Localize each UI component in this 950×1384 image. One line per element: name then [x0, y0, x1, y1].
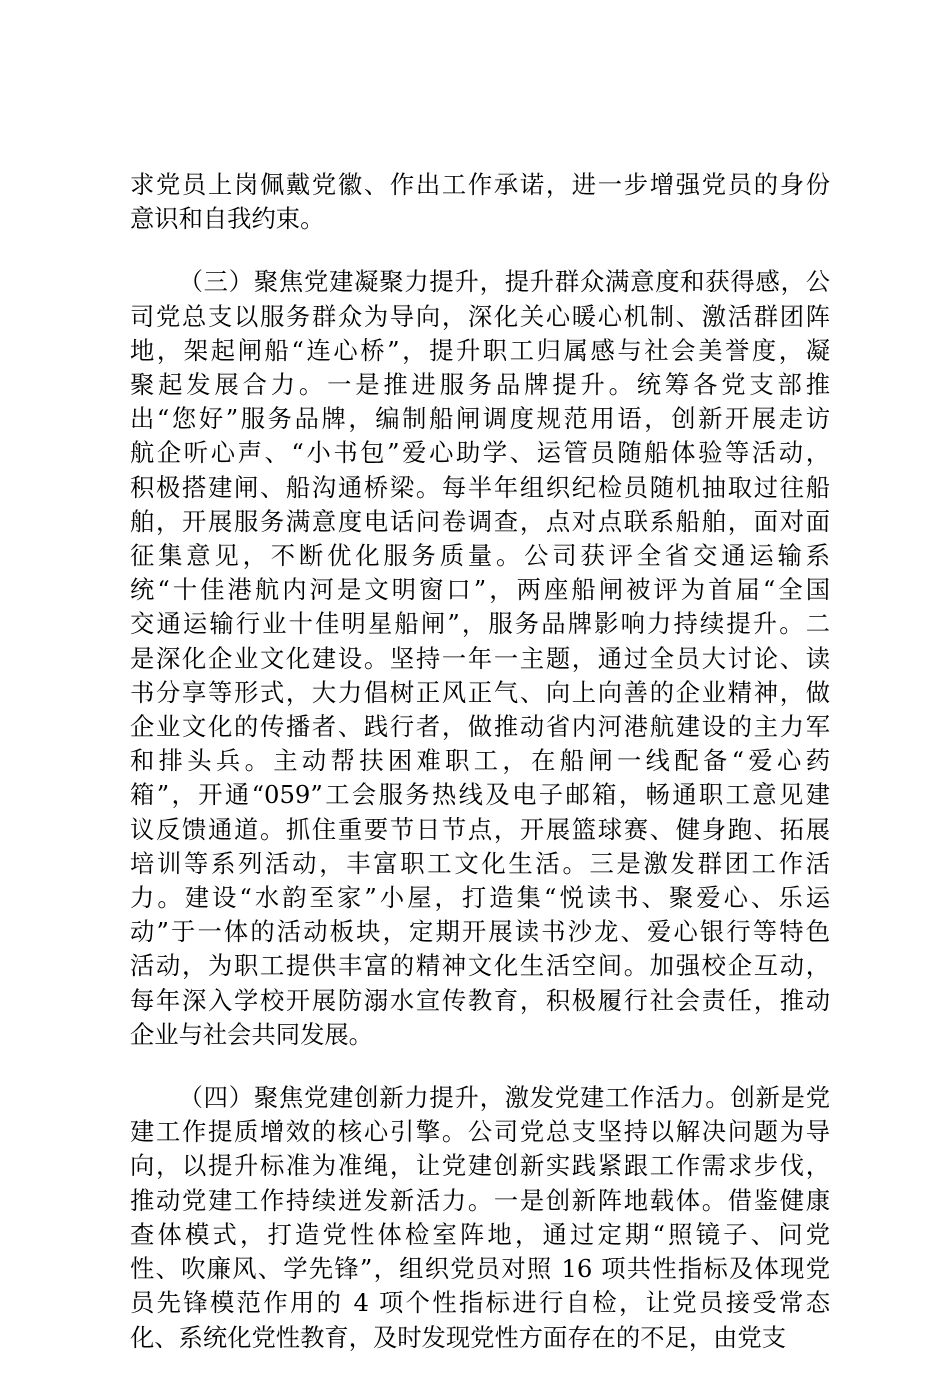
text-line: 性、吹廉风、学先锋”，组织党员对照 16 项共性指标及体现党 — [130, 1254, 830, 1284]
text-line: 建工作提质增效的核心引擎。公司党总支坚持以解决问题为导 — [130, 1117, 830, 1147]
text-line: 化、系统化党性教育，及时发现党性方面存在的不足，由党支 — [130, 1322, 787, 1352]
paragraph-continued — [130, 168, 830, 236]
text-line: 书分享等形式，大力倡树正风正气、向上向善的企业精神，做 — [130, 677, 830, 707]
text-line: 每年深入学校开展防溺水宣传教育，积极履行社会责任，推动 — [130, 985, 830, 1015]
text-line: 培训等系列活动，丰富职工文化生活。三是激发群团工作活 — [130, 848, 830, 878]
text-line: 积极搭建闸、船沟通桥梁。每半年组织纪检员随机抽取过往船 — [130, 472, 830, 502]
text-line: 和排头兵。主动帮扶困难职工，在船闸一线配备“爱心药 — [130, 746, 830, 776]
paragraph-section-4 — [130, 1081, 830, 1355]
text-line: 舶，开展服务满意度电话问卷调查，点对点联系船舶，面对面 — [130, 506, 830, 536]
text-line: 箱”，开通“059”工会服务热线及电子邮箱，畅通职工意见建 — [130, 780, 830, 810]
text-line: 议反馈通道。抓住重要节日节点，开展篮球赛、健身跑、拓展 — [130, 814, 830, 844]
text-line: 向，以提升标准为准绳，让党建创新实践紧跟工作需求步伐， — [130, 1151, 830, 1181]
text-line: 查体模式，打造党性体检室阵地，通过定期“照镜子、问党 — [130, 1219, 830, 1249]
text-line: 求党员上岗佩戴党徽、作出工作承诺，进一步增强党员的身份 — [130, 170, 830, 199]
document-page — [130, 168, 830, 1384]
text-line: 活动，为职工提供丰富的精神文化生活空间。加强校企互动， — [130, 951, 830, 981]
text-line: 航企听心声、“小书包”爱心助学、运管员随船体验等活动， — [130, 438, 830, 468]
text-line: （三）聚焦党建凝聚力提升，提升群众满意度和获得感，公 — [178, 267, 830, 297]
text-line: （四）聚焦党建创新力提升，激发党建工作活力。创新是党 — [178, 1083, 830, 1113]
text-line: 司党总支以服务群众为导向，深化关心暖心机制、激活群团阵 — [130, 301, 830, 331]
text-line: 统“十佳港航内河是文明窗口”，两座船闸被评为首届“全国 — [130, 575, 830, 605]
text-line: 动”于一体的活动板块，定期开展读书沙龙、爱心银行等特色 — [130, 917, 830, 947]
text-line: 交通运输行业十佳明星船闸”，服务品牌影响力持续提升。二 — [130, 609, 830, 639]
text-line: 企业与社会共同发展。 — [130, 1019, 373, 1049]
text-line: 力。建设“水韵至家”小屋，打造集“悦读书、聚爱心、乐运 — [130, 883, 830, 913]
text-line: 出“您好”服务品牌，编制船闸调度规范用语，创新开展走访 — [130, 404, 830, 434]
text-line: 聚起发展合力。一是推进服务品牌提升。统筹各党支部推 — [130, 370, 830, 400]
text-line: 企业文化的传播者、践行者，做推动省内河港航建设的主力军 — [130, 712, 830, 742]
text-line: 地，架起闸船“连心桥”，提升职工归属感与社会美誉度，凝 — [130, 335, 830, 365]
text-line: 征集意见，不断优化服务质量。公司获评全省交通运输系 — [130, 541, 830, 571]
text-line: 意识和自我约束。 — [130, 204, 325, 234]
text-line: 推动党建工作持续迸发新活力。一是创新阵地载体。借鉴健康 — [130, 1185, 830, 1215]
paragraph-section-3 — [130, 265, 830, 1052]
text-line: 是深化企业文化建设。坚持一年一主题，通过全员大讨论、读 — [130, 643, 830, 673]
text-line: 员先锋模范作用的 4 项个性指标进行自检，让党员接受常态 — [130, 1288, 830, 1318]
